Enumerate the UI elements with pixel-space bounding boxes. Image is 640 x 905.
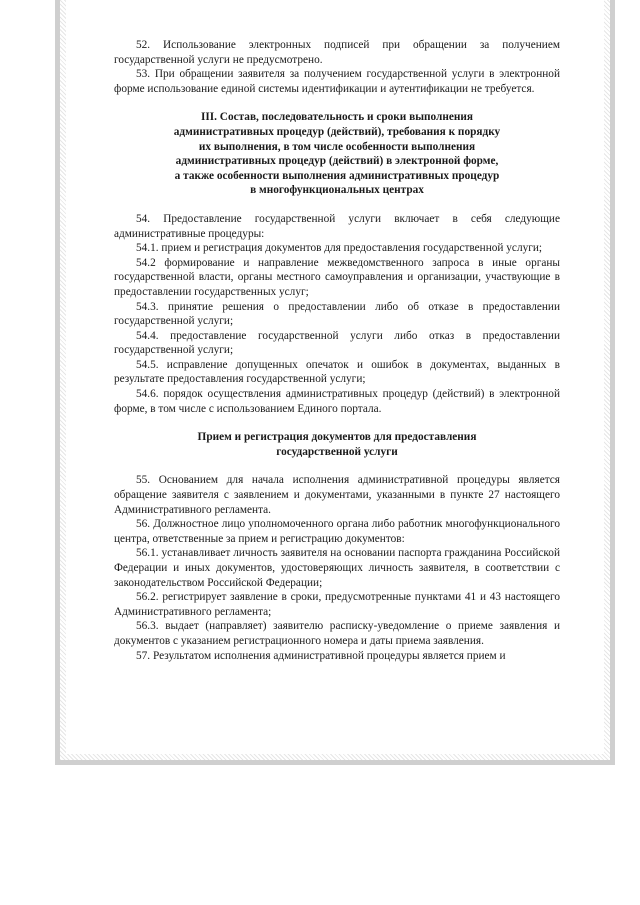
paragraph-55: 55. Основанием для начала исполнения административной процедуры является обращение заявителя с заявлением и документами, указанными в пункте 27 настоящего Административного регламента.	[114, 474, 560, 516]
paragraph-54: 54. Предоставление государственной услуги включает в себя следующие административные процедуры:	[114, 212, 560, 240]
paragraph-54-2: 54.2 формирование и направление межведомственного запроса в иные органы государственной власти, органы местного самоуправления и организации, участвующие в предоставлении государственных услуг;	[114, 256, 560, 298]
paragraph-54-3: 54.3. принятие решения о предоставлении либо об отказе в предоставлении государственной услуги;	[114, 300, 560, 328]
section-heading-line: их выполнения, в том числе особенности выполнения	[198, 140, 476, 153]
document-body	[114, 38, 560, 663]
paragraph-56: 56. Должностное лицо уполномоченного органа либо работник многофункционального центра, ответственные за прием и регистрацию документов:	[114, 518, 560, 545]
paragraph-53: 53. При обращении заявителя за получением государственной услуги в электронной форме использование единой системы идентификации и аутентификации не требуется.	[114, 68, 560, 95]
section-heading-line: III. Состав, последовательность и сроки выполнения	[200, 111, 474, 124]
subheading-line: Прием и регистрация документов для предоставления	[197, 431, 477, 444]
paragraph-56-2: 56.2. регистрирует заявление в сроки, предусмотренные пунктами 41 и 43 настоящего Административного регламента;	[114, 591, 560, 618]
paragraph-52: 52. Использование электронных подписей при обращении за получением государственной услуги не предусмотрено.	[114, 39, 560, 66]
section-heading-line: административных процедур (действий), требования к порядку	[173, 125, 501, 138]
section-heading-line: административных процедур (действий) в электронной форме,	[175, 155, 499, 168]
paragraph-56-3: 56.3. выдает (направляет) заявителю расписку-уведомление о приеме заявления и документов с указанием регистрационного номера и даты приема заявления.	[114, 620, 560, 647]
paragraph-54-1: 54.1. прием и регистрация документов для предоставления государственной услуги;	[136, 242, 543, 255]
subheading-line: государственной услуги	[276, 445, 398, 458]
paragraph-54-6: 54.6. порядок осуществления административных процедур (действий) в электронной форме, в том числе с использованием Единого портала.	[114, 388, 560, 415]
paragraph-57: 57. Результатом исполнения административной процедуры является прием и	[136, 649, 506, 662]
section-heading-line: а также особенности выполнения административных процедур	[174, 169, 500, 182]
subheading	[114, 430, 560, 459]
paragraph-54-4: 54.4. предоставление государственной услуги либо отказ в предоставлении государственной услуги;	[114, 329, 560, 357]
section-heading-line: в многофункциональных центрах	[250, 184, 424, 197]
paragraph-54-5: 54.5. исправление допущенных опечаток и ошибок в документах, выданных в результате предоставления государственной услуги;	[114, 358, 560, 386]
document-page	[66, 0, 604, 754]
section-heading	[114, 110, 560, 198]
paragraph-56-1: 56.1. устанавливает личность заявителя на основании паспорта гражданина Российской Федерации и иных документов, удостоверяющих личность заявителя, в соответствии с законодательством Российской Федерации;	[114, 547, 560, 589]
